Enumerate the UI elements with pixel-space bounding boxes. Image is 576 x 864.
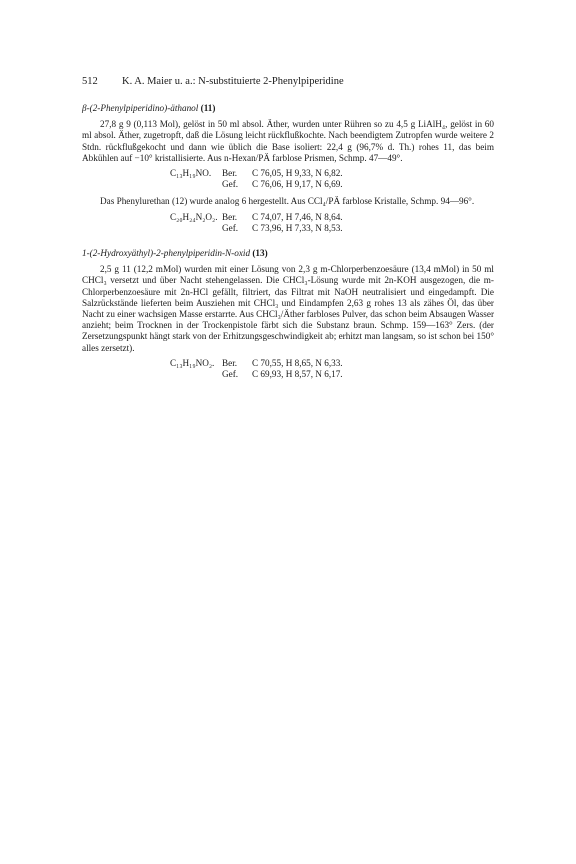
heading-compound-number: (13) — [252, 248, 268, 259]
analysis-row-ber — [82, 358, 494, 369]
gef-values: C 73,96, H 7,33, N 8,53. — [252, 222, 343, 233]
procedure-paragraph-13: 2,5 g 11 (12,2 mMol) wurden mit einer Lösung von 2,3 g m-Chlorperbenzoesäure (13,4 mMol) in 50 ml CHCl₃ versetzt und über Nacht stehengelassen. Die CHCl₃-Lösung wurde mit 2n-KOH ausgezogen, die m-Chlorperbenzoesäure mit 2n-HCl gefällt, filtriert, das Filtrat mit NaOH neutralisiert und eingedampft. Die Salzrückstände lieferten beim Ausziehen mit CHCl₃ und Eindampfen 2,63 g rohes 13 als zähes Öl, das über Nacht zu einer wachsigen Masse erstarrte. Aus CHCl₃/Äther farbloses Pulver, das schon beim Absaugen Wasser anzieht; beim Trocknen in der Trockenpistole färbt sich die Substanz braun. Schmp. 159—163° Zers. (der Zersetzungspunkt hängt stark von der Erhitzungsgeschwindigkeit ab; erhitzt man langsam, so ist schon bei 150° alles zersetzt). — [82, 264, 494, 353]
procedure-paragraph-12: Das Phenylurethan (12) wurde analog 6 hergestellt. Aus CCl₄/PÄ farblose Kristalle, Schmp. 94—96°. — [100, 196, 475, 207]
ber-values: C 74,07, H 7,46, N 8,64. — [252, 211, 343, 222]
heading-text: 1-(2-Hydroxyäthyl)-2-phenylpiperidin-N-oxid — [82, 248, 251, 259]
gef-label: Gef. — [222, 222, 239, 233]
gef-values: C 76,06, H 9,17, N 6,69. — [252, 179, 343, 190]
heading-compound-number: (11) — [200, 103, 216, 113]
molecular-formula: C₁₃H₁₉NO. — [170, 168, 212, 179]
elemental-analysis-11 — [82, 168, 494, 190]
heading-text: β-(2-Phenylpiperidino)-äthanol — [82, 103, 199, 113]
ber-label: Ber. — [222, 357, 238, 368]
analysis-row-gef — [82, 223, 494, 234]
section-spacer — [82, 240, 494, 248]
formula-spacer — [82, 179, 222, 190]
molecular-formula: C₂₀H₂₄N₂O₂. — [170, 211, 218, 222]
ber-values: C 76,05, H 9,33, N 6,82. — [252, 168, 343, 179]
article-body — [82, 103, 494, 386]
analysis-row-gef — [82, 369, 494, 380]
ber-label: Ber. — [222, 211, 238, 222]
section-heading-11 — [82, 103, 494, 114]
running-title: K. A. Maier u. a.: N-substituierte 2-Phenylpiperidine — [122, 76, 344, 87]
gef-label: Gef. — [222, 179, 239, 190]
page-number: 512 — [82, 76, 98, 87]
gef-label: Gef. — [222, 369, 239, 380]
molecular-formula: C₁₃H₁₉NO₂. — [170, 357, 215, 368]
gef-values: C 69,93, H 8,57, N 6,17. — [252, 369, 343, 380]
elemental-analysis-13 — [82, 358, 494, 380]
ber-values: C 70,55, H 8,65, N 6,33. — [252, 357, 343, 368]
analysis-row-ber — [82, 168, 494, 179]
elemental-analysis-12 — [82, 212, 494, 234]
formula-spacer — [82, 369, 222, 380]
procedure-paragraph-11: 27,8 g 9 (0,113 Mol), gelöst in 50 ml absol. Äther, wurden unter Rühren so zu 4,5 g LiAlH₄, gelöst in 60 ml absol. Äther, zugetropft, daß die Lösung leicht rückflußkochte. Nach beendigtem Zutropfen wurde weitere 2 Stdn. rückflußgekocht und dann wie üblich die Base isoliert: 22,4 g (96,7% d. Th.) rohes 11, das beim Abkühlen auf −10° kristallisierte. Aus n-Hexan/PÄ farblose Prismen, Schmp. 47—49°. — [82, 119, 494, 163]
section-heading-13 — [82, 248, 494, 259]
ber-label: Ber. — [222, 168, 238, 179]
analysis-row-ber — [82, 212, 494, 223]
analysis-row-gef — [82, 179, 494, 190]
formula-spacer — [82, 223, 222, 234]
